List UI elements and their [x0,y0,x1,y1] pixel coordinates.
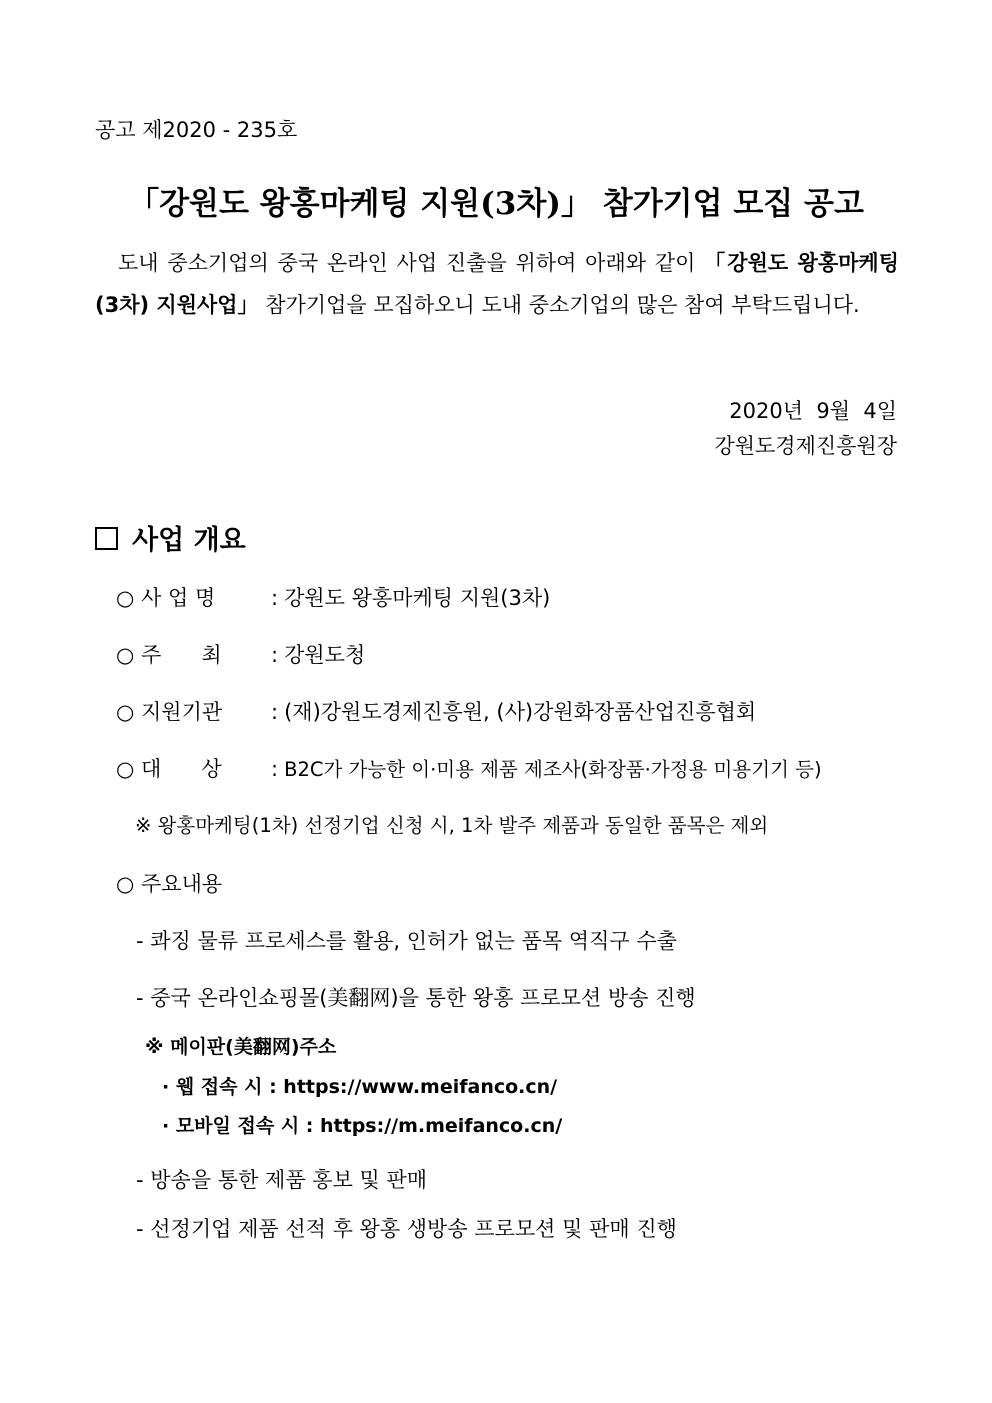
issuing-organization: 강원도경제진흥원장 [714,434,897,458]
item-label: 지원기관 [141,700,223,724]
main-content-item: - 중국 온라인쇼핑몰(美翻网)을 통한 왕홍 프로모션 방송 진행 [136,986,696,1010]
overview-item-agencies: ○ 지원기관 : (재)강원도경제진흥원, (사)강원화장품산업진흥협회 [116,696,756,726]
main-content-item: - 방송을 통한 제품 홍보 및 판매 [136,1168,428,1192]
item-value: 강원도 왕홍마케팅 지원(3차) [284,586,551,610]
section-heading [95,518,246,557]
overview-item-name: ○ 사 업 명 : 강원도 왕홍마케팅 지원(3차) [116,582,550,612]
main-content-item: - 선정기업 제품 선적 후 왕홍 생방송 프로모션 및 판매 진행 [136,1217,677,1241]
circle-bullet-icon: ○ [116,586,135,610]
circle-bullet-icon: ○ [116,700,135,724]
item-label: 대 상 [141,757,222,781]
target-exclusion-note: ※ 왕홍마케팅(1차) 선정기업 신청 시, 1차 발주 제품과 동일한 품목은 제외 [135,814,769,837]
mobile-url: · 모바일 접속 시 : https://m.meifanco.cn/ [162,1115,563,1137]
item-value: (재)강원도경제진흥원, (사)강원화장품산업진흥협회 [284,700,757,724]
intro-text-1: 도내 중소기업의 중국 온라인 사업 진출을 위하여 아래와 같이 [118,251,705,275]
main-content-item: - 콰징 물류 프로세스를 활용, 인허가 없는 품목 역직구 수출 [136,929,677,953]
notice-date: 2020년 9월 4일 [729,399,897,423]
notice-number: 공고 제2020 - 235호 [95,118,298,142]
checkbox-square-icon [95,527,118,550]
intro-paragraph [95,242,899,326]
page-title: 「강원도 왕홍마케팅 지원(3차)」 참가기업 모집 공고 [128,186,864,222]
item-value: 강원도청 [284,643,366,667]
address-note: ※ 메이판(美翻网)주소 [145,1036,337,1058]
circle-bullet-icon: ○ [116,643,135,667]
main-content-label: ○ 주요내용 [116,872,223,896]
item-label: 사 업 명 [141,586,216,610]
overview-item-host: ○ 주 최 : 강원도청 [116,639,365,669]
item-label: 주 최 [141,643,222,667]
overview-item-target: ○ 대 상 : B2C가 가능한 이·미용 제품 제조사(화장품·가정용 미용기기 등) [116,753,822,783]
web-url: · 웹 접속 시 : https://www.meifanco.cn/ [162,1076,558,1098]
intro-program-name: 「강원도 왕홍마케팅(3차) 지원사업」 [95,251,899,317]
circle-bullet-icon: ○ [116,757,135,781]
item-value: B2C가 가능한 이·미용 제품 제조사(화장품·가정용 미용기기 등) [284,758,822,781]
intro-text-2: 참가기업을 모집하오니 도내 중소기업의 많은 참여 부탁드립니다. [258,293,860,317]
section-title: 사업 개요 [132,525,246,556]
